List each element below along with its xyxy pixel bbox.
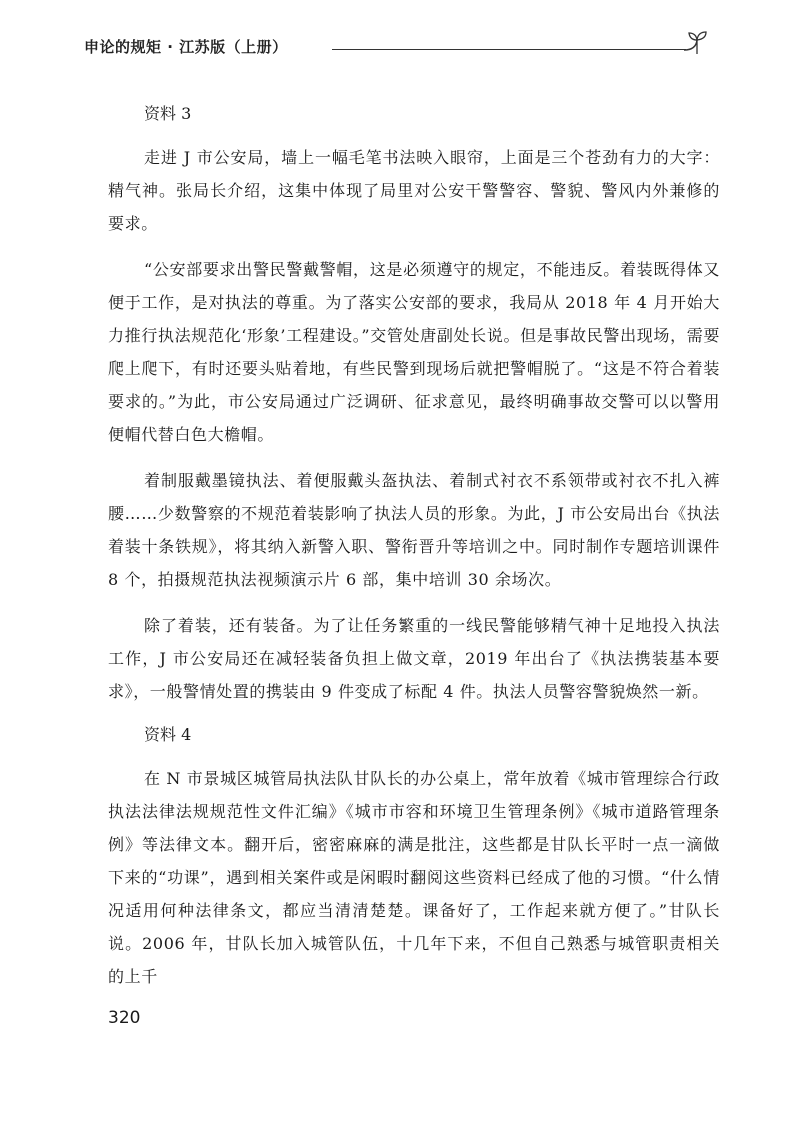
- book-title: 申论的规矩 · 江苏版（上册）: [84, 38, 288, 56]
- section-heading: 资料 3: [144, 104, 192, 123]
- paragraph: 着制服戴墨镜执法、着便服戴头盔执法、着制式衬衣不系领带或衬衣不扎入裤腰……少数警察的不规范着装影响了执法人员的形象。为此，J 市公安局出台《执法着装十条铁规》，将其纳入新警入职、警衔晋升等培训之中。同时制作专题培训课件 8 个，拍摄规范执法视频演示片 6 部，集中培训 30 余场次。: [108, 471, 720, 589]
- paragraph: “公安部要求出警民警戴警帽，这是必须遵守的规定，不能违反。着装既得体又便于工作，是对执法的尊重。为了落实公安部的要求，我局从 2018 年 4 月开始大力推行执法规范化‘形象’工程建设。”交管处唐副处长说。但是事故民警出现场，需要爬上爬下，有时还要头贴着地，有些民警到现场后就把警帽脱了。“这是不符合着装要求的。”为此，市公安局通过广泛调研、征求意见，最终明确事故交警可以以警用便帽代替白色大檐帽。: [108, 260, 720, 444]
- paragraph: 在 N 市景城区城管局执法队甘队长的办公桌上，常年放着《城市管理综合行政执法法律法规规范性文件汇编》《城市市容和环境卫生管理条例》《城市道路管理条例》等法律文本。翻开后，密密麻麻的满是批注，这些都是甘队长平时一点一滴做下来的“功课”，遇到相关案件或是闲暇时翻阅这些资料已经成了他的习惯。“什么情况适用何种法律条文，都应当清清楚楚。课备好了，工作起来就方便了。”甘队长说。2006 年，甘队长加入城管队伍，十几年下来，不但自己熟悉与城管职责相关的上千: [108, 769, 720, 986]
- page-number: 320: [108, 1008, 141, 1028]
- running-header: [76, 30, 716, 60]
- sprout-icon: [682, 30, 712, 56]
- section-heading: 资料 4: [144, 725, 192, 744]
- main-content: [108, 100, 720, 1006]
- paragraph: 除了着装，还有装备。为了让任务繁重的一线民警能够精气神十足地投入执法工作，J 市公安局还在减轻装备负担上做文章，2019 年出台了《执法携装基本要求》，一般警情处置的携装由 9 件变成了标配 4 件。执法人员警容警貌焕然一新。: [108, 616, 720, 701]
- paragraph: 走进 J 市公安局，墙上一幅毛笔书法映入眼帘，上面是三个苍劲有力的大字：精气神。张局长介绍，这集中体现了局里对公安干警警容、警貌、警风内外兼修的要求。: [108, 148, 720, 233]
- header-rule: [332, 49, 686, 50]
